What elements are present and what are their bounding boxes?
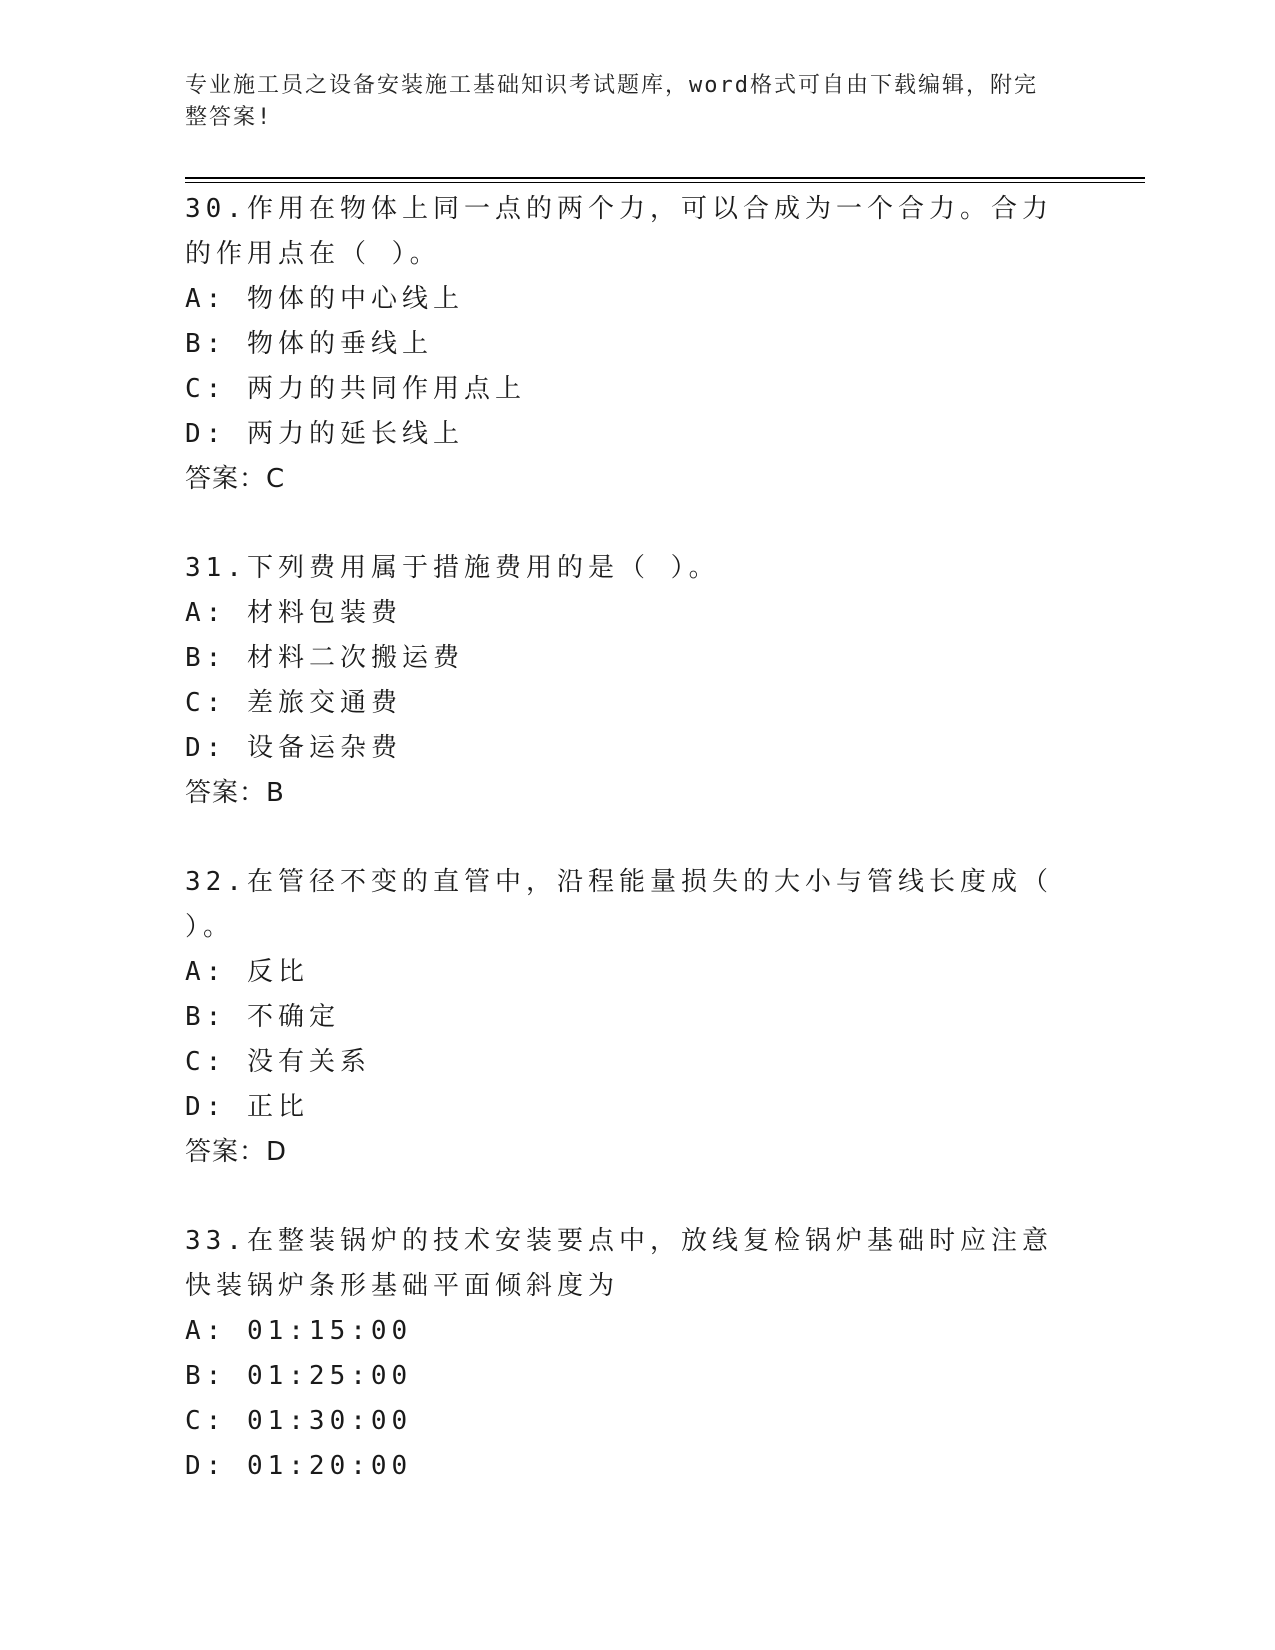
question-31 bbox=[185, 546, 1145, 816]
option-b: B: 物体的垂线上 bbox=[185, 329, 433, 359]
option-a: A: 反比 bbox=[185, 957, 309, 987]
question-33 bbox=[185, 1219, 1145, 1489]
option-d: D: 两力的延长线上 bbox=[185, 419, 464, 449]
option-b: B: 01:25:00 bbox=[185, 1361, 413, 1391]
question-32 bbox=[185, 860, 1145, 1175]
question-stem: 31.下列费用属于措施费用的是（ ）。 bbox=[185, 553, 720, 583]
option-d: D: 正比 bbox=[185, 1092, 309, 1122]
option-b: B: 材料二次搬运费 bbox=[185, 643, 464, 673]
option-a: A: 物体的中心线上 bbox=[185, 284, 464, 314]
header-divider bbox=[185, 177, 1145, 183]
question-stem: 32.在管径不变的直管中，沿程能量损失的大小与管线长度成（ ）。 bbox=[185, 867, 1074, 942]
option-b: B: 不确定 bbox=[185, 1002, 340, 1032]
answer-line: 答案：D bbox=[185, 1137, 288, 1167]
option-c: C: 两力的共同作用点上 bbox=[185, 374, 526, 404]
option-d: D: 01:20:00 bbox=[185, 1451, 413, 1481]
option-d: D: 设备运杂费 bbox=[185, 733, 402, 763]
question-30 bbox=[185, 187, 1145, 502]
question-stem: 30.作用在物体上同一点的两个力，可以合成为一个合力。合力的作用点在（ ）。 bbox=[185, 194, 1053, 269]
option-c: C: 没有关系 bbox=[185, 1047, 371, 1077]
question-list bbox=[185, 187, 1145, 1533]
option-c: C: 差旅交通费 bbox=[185, 688, 402, 718]
answer-line: 答案：B bbox=[185, 778, 285, 808]
answer-line: 答案：C bbox=[185, 464, 286, 494]
option-c: C: 01:30:00 bbox=[185, 1406, 413, 1436]
document-header: 专业施工员之设备安装施工基础知识考试题库，word格式可自由下载编辑，附完整答案! bbox=[185, 73, 1038, 130]
option-a: A: 01:15:00 bbox=[185, 1316, 413, 1346]
option-a: A: 材料包装费 bbox=[185, 598, 402, 628]
question-stem: 33.在整装锅炉的技术安装要点中，放线复检锅炉基础时应注意快装锅炉条形基础平面倾斜度为 bbox=[185, 1226, 1053, 1301]
